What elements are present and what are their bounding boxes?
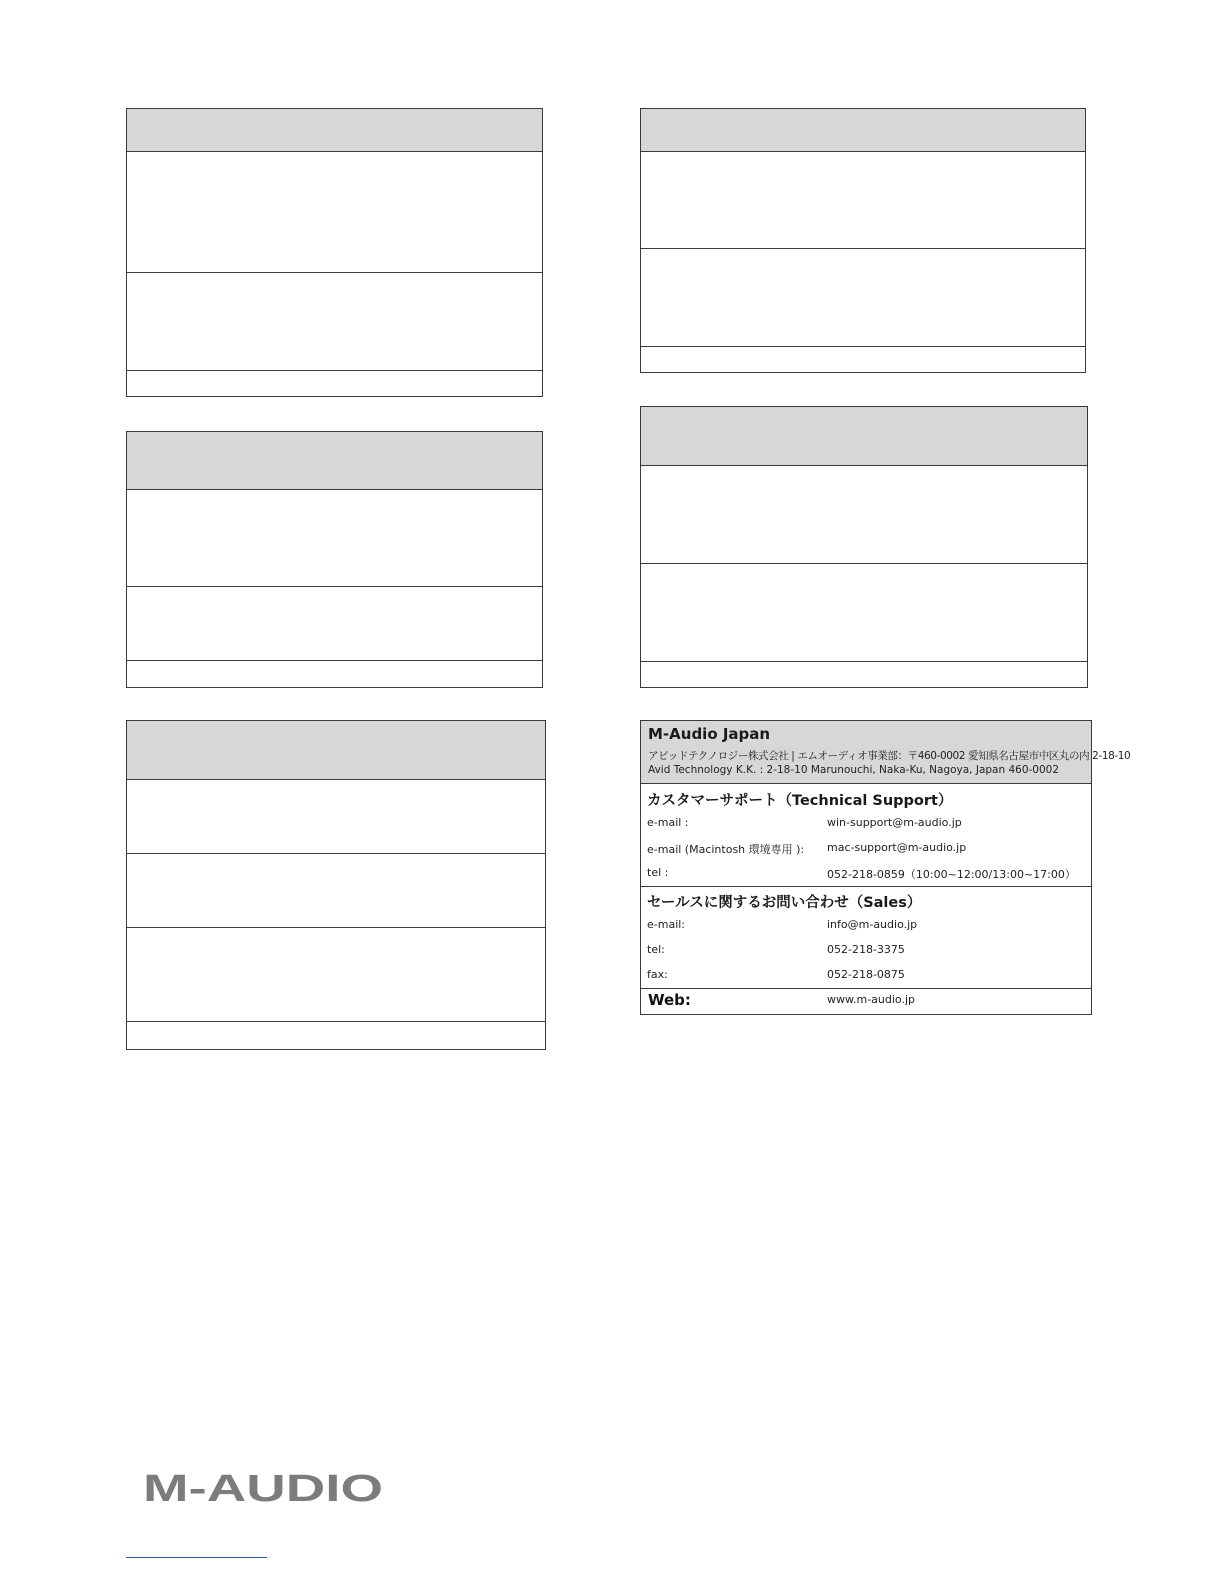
contact-box-left-1 bbox=[126, 108, 543, 397]
contact-box-left-2 bbox=[126, 431, 543, 688]
sales-tel-label: tel: bbox=[647, 943, 665, 956]
box-header bbox=[641, 407, 1087, 466]
divider bbox=[641, 988, 1091, 989]
sales-fax-label: fax: bbox=[647, 968, 668, 981]
box-header bbox=[641, 109, 1085, 152]
box-header bbox=[127, 721, 545, 780]
support-title: カスタマーサポート（Technical Support） bbox=[647, 793, 953, 809]
divider bbox=[127, 660, 542, 661]
divider bbox=[641, 248, 1085, 249]
contact-box-left-3 bbox=[126, 720, 546, 1050]
sales-fax-value: 052-218-0875 bbox=[827, 968, 905, 981]
japan-address-en: Avid Technology K.K. : 2-18-10 Marunouchi, Naka-Ku, Nagoya, Japan 460-0002 bbox=[648, 764, 1060, 776]
contact-box-right-2 bbox=[640, 406, 1088, 688]
divider bbox=[127, 853, 545, 854]
m-audio-logo bbox=[143, 1470, 383, 1504]
footer-link-underline bbox=[126, 1557, 267, 1558]
divider bbox=[641, 661, 1087, 662]
support-mac-email-value[interactable]: mac-support@m-audio.jp bbox=[827, 841, 967, 854]
divider bbox=[641, 346, 1085, 347]
divider bbox=[127, 272, 542, 273]
divider bbox=[127, 927, 545, 928]
divider bbox=[127, 1021, 545, 1022]
divider bbox=[127, 586, 542, 587]
sales-email-label: e-mail: bbox=[647, 918, 686, 931]
divider bbox=[641, 563, 1087, 564]
support-email-label: e-mail : bbox=[647, 816, 689, 829]
sales-tel-value: 052-218-3375 bbox=[827, 943, 905, 956]
box-header bbox=[127, 109, 542, 152]
japan-address-jp: アビッドテクノロジー株式会社 | エムオーディオ事業部：〒460-0002 愛知県名古屋市中区丸の内 2-18-10 bbox=[648, 750, 1131, 762]
web-value[interactable]: www.m-audio.jp bbox=[827, 993, 915, 1006]
divider bbox=[127, 370, 542, 371]
box-header bbox=[127, 432, 542, 490]
support-tel-label: tel : bbox=[647, 866, 669, 879]
sales-title: セールスに関するお問い合わせ（Sales） bbox=[647, 895, 922, 911]
support-tel-value: 052-218-0859（10:00~12:00/13:00~17:00） bbox=[827, 868, 1076, 881]
support-email-value[interactable]: win-support@m-audio.jp bbox=[827, 816, 962, 829]
divider bbox=[641, 886, 1091, 887]
m-audio-japan-box bbox=[640, 720, 1131, 1015]
contact-box-right-1 bbox=[640, 108, 1086, 373]
japan-header bbox=[641, 721, 1131, 784]
japan-title: M-Audio Japan bbox=[648, 725, 771, 743]
web-label: Web: bbox=[648, 991, 691, 1009]
m-audio-logo-text: M-AUDIO bbox=[143, 1470, 383, 1504]
support-mac-email-label: e-mail (Macintosh 環境専用 ): bbox=[647, 843, 805, 856]
sales-email-value[interactable]: info@m-audio.jp bbox=[827, 918, 918, 931]
